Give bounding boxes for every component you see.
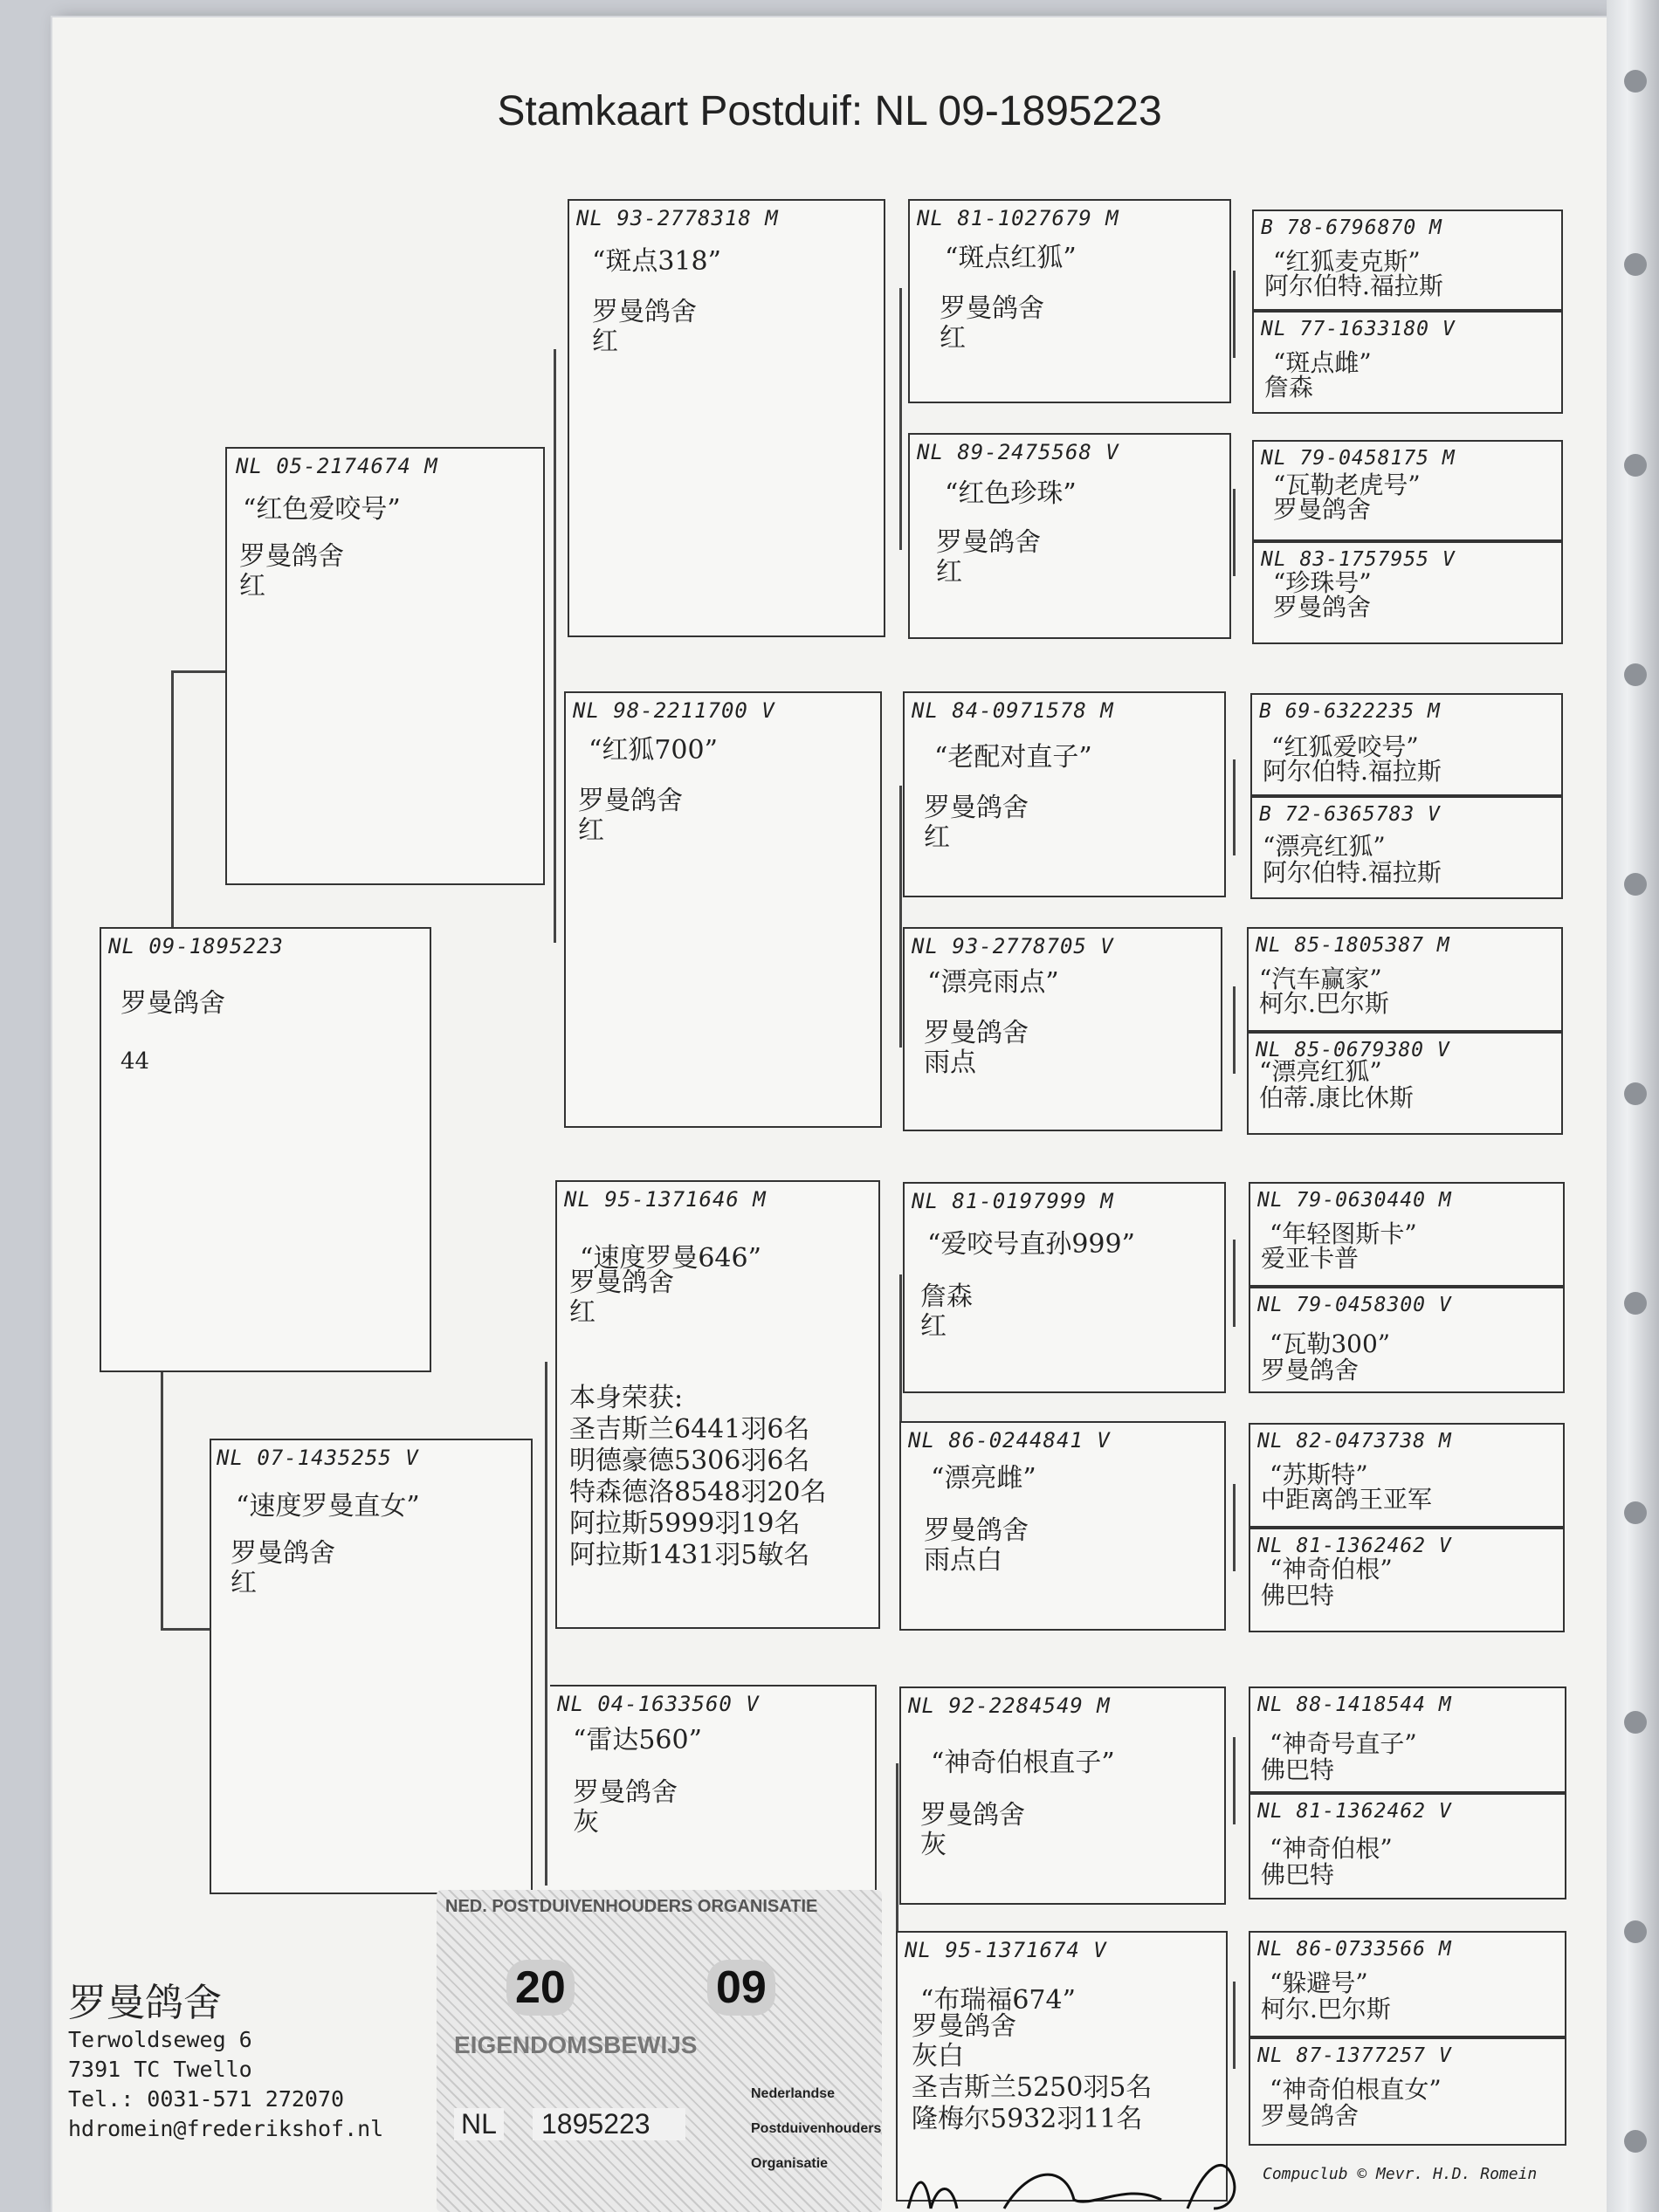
pedigree-gen4-box: [1247, 1032, 1563, 1135]
owner: 罗曼鸽舍: [120, 988, 225, 1019]
ring-number: NL 81-1362462 V: [1257, 1800, 1452, 1823]
ring-number: NL 89-2475568 V: [917, 440, 1119, 464]
ring-number: NL 81-1027679 M: [917, 206, 1119, 230]
stamp-org-line: Nederlandse: [751, 2086, 836, 2101]
page-title: Stamkaart Postduif: NL 09-1895223: [497, 88, 1162, 134]
binder-hole: [1624, 873, 1647, 896]
ring-number: NL 09-1895223: [108, 934, 284, 958]
connector-line: [1233, 1240, 1236, 1327]
stamp-year-left: 20: [506, 1960, 575, 2016]
owner: 罗曼鸽舍: [940, 293, 1044, 324]
ownership-certificate-stamp: [437, 1890, 882, 2212]
binder-hole: [1624, 1292, 1647, 1315]
color: 红: [231, 1568, 257, 1598]
owner: 罗曼鸽舍: [920, 1800, 1025, 1831]
pedigree-gen3-box: [903, 1182, 1226, 1393]
pigeon-name: “布瑞福674”: [920, 1985, 1076, 2016]
pedigree-sire-box: [225, 447, 545, 885]
color: 红: [940, 323, 966, 354]
pedigree-gen3-box: [899, 1421, 1226, 1631]
software-credit: Compuclub © Mevr. H.D. Romein: [1263, 2165, 1538, 2183]
color: 灰: [573, 1807, 599, 1838]
pigeon-name: “速度罗曼646”: [580, 1243, 761, 1274]
pedigree-gen3-box: [903, 691, 1226, 897]
ring-number: NL 88-1418544 M: [1257, 1693, 1452, 1716]
pedigree-gen3-box: [908, 433, 1231, 639]
connector-line: [171, 670, 225, 673]
owner: 詹森: [920, 1281, 973, 1312]
pedigree-gen2-box: [555, 1180, 880, 1629]
pigeon-name: “漂亮雌”: [931, 1463, 1036, 1494]
owner: 罗曼鸽舍: [924, 1018, 1029, 1048]
connector-line: [554, 349, 556, 943]
color: 红: [920, 1311, 947, 1342]
ring-number: NL 86-0244841 V: [908, 1428, 1111, 1453]
color: 红: [578, 815, 604, 846]
pedigree-subject-box: [100, 927, 431, 1372]
owner: 罗曼鸽舍: [239, 541, 344, 572]
ring-number: NL 84-0971578 M: [912, 698, 1114, 723]
pedigree-gen4-box: [1250, 796, 1563, 899]
pigeon-name: “红狐爱咬号”: [1271, 732, 1419, 761]
pigeon-name: “红狐700”: [589, 735, 718, 766]
connector-line: [1233, 986, 1236, 1074]
pedigree-gen4-box: [1249, 1931, 1566, 2037]
pedigree-gen3-box: [903, 927, 1222, 1131]
handwritten-signature: [899, 2156, 1266, 2212]
owner: 罗曼鸽舍: [1273, 593, 1372, 622]
binder-hole: [1624, 454, 1647, 477]
binder-hole: [1624, 1920, 1647, 1943]
binder-hole: [1624, 253, 1647, 276]
ring-number: B 78-6796870 M: [1261, 216, 1442, 239]
honor-result: 明德豪德5306羽6名: [569, 1446, 810, 1476]
connector-line: [899, 786, 902, 1048]
owner: 柯尔.巴尔斯: [1261, 1995, 1391, 2023]
pigeon-name: “斑点318”: [592, 246, 721, 277]
ring-number: NL 95-1371646 M: [564, 1187, 767, 1212]
pedigree-gen2-box: [564, 691, 882, 1128]
pedigree-gen3-box: [899, 1686, 1226, 1905]
pedigree-gen2-box: [550, 1685, 877, 1894]
pigeon-name: “红狐麦克斯”: [1273, 247, 1421, 276]
owner: 罗曼鸽舍: [231, 1538, 335, 1569]
pigeon-name: “汽车赢家”: [1259, 965, 1382, 993]
ring-number: NL 87-1377257 V: [1257, 2044, 1452, 2067]
pigeon-name: “苏斯特”: [1270, 1460, 1368, 1489]
binder-hole: [1624, 1501, 1647, 1524]
stamp-header: NED. POSTDUIVENHOUDERS ORGANISATIE: [445, 1897, 818, 1916]
pedigree-gen4-box: [1250, 693, 1563, 796]
owner: 中距离鸽王亚军: [1261, 1485, 1433, 1514]
honor-result: 圣吉斯兰5250羽5名: [912, 2072, 1153, 2103]
pigeon-name: “红色爱咬号”: [243, 494, 401, 525]
pigeon-name: “瓦勒300”: [1270, 1329, 1391, 1358]
owner: 佛巴特: [1261, 1581, 1335, 1610]
ring-number: NL 82-0473738 M: [1257, 1430, 1452, 1453]
binder-hole: [1624, 1711, 1647, 1734]
ring-number: NL 79-0630440 M: [1257, 1189, 1452, 1212]
owner: 罗曼鸽舍: [1261, 2101, 1360, 2130]
ring-number: NL 93-2778705 V: [912, 934, 1114, 958]
pigeon-name: “珍珠号”: [1273, 568, 1372, 597]
color: 雨点白: [924, 1545, 1002, 1576]
pigeon-name: “神奇伯根直子”: [931, 1748, 1115, 1778]
ring-number: NL 04-1633560 V: [557, 1692, 760, 1716]
address-street: Terwoldseweg 6: [68, 2027, 252, 2052]
binder-hole: [1624, 663, 1647, 686]
owner: 罗曼鸽舍: [912, 2011, 1016, 2042]
ring-number: NL 81-0197999 M: [912, 1189, 1114, 1213]
owner: 伯蒂.康比休斯: [1259, 1083, 1414, 1112]
pigeon-name: “躲避号”: [1270, 1968, 1368, 1997]
pigeon-name: “斑点红狐”: [945, 243, 1077, 273]
color: 灰: [920, 1830, 947, 1860]
ring-number: NL 93-2778318 M: [576, 206, 779, 230]
ring-number: NL 98-2211700 V: [573, 698, 775, 723]
owner: 罗曼鸽舍: [924, 793, 1029, 823]
owner: 罗曼鸽舍: [578, 786, 683, 816]
ring-number: NL 86-0733566 M: [1257, 1938, 1452, 1961]
pedigree-gen4-box: [1247, 927, 1563, 1032]
owner: 詹森: [1264, 373, 1314, 402]
ring-number: B 69-6322235 M: [1259, 700, 1441, 723]
ring-number: NL 85-1805387 M: [1256, 934, 1450, 957]
owner: 罗曼鸽舍: [569, 1267, 674, 1298]
binder-hole: [1624, 1082, 1647, 1105]
honor-result: 阿拉斯5999羽19名: [569, 1508, 801, 1539]
owner: 佛巴特: [1261, 1755, 1335, 1784]
pedigree-gen2-box: [568, 199, 885, 637]
pigeon-name: “老配对直子”: [934, 742, 1092, 773]
connector-line: [1233, 1737, 1236, 1824]
connector-line: [1233, 1484, 1236, 1571]
ring-number: NL 95-1371674 V: [905, 1938, 1107, 1962]
ring-number: NL 83-1757955 V: [1261, 548, 1456, 571]
pigeon-name: “爱咬号直孙999”: [927, 1229, 1135, 1260]
ring-number: B 72-6365783 V: [1259, 803, 1441, 826]
pedigree-gen4-box: [1252, 440, 1563, 541]
address-city: 7391 TC Twello: [68, 2057, 252, 2082]
color: 雨点: [924, 1048, 976, 1078]
pigeon-name: “神奇伯根”: [1270, 1555, 1393, 1583]
ring-number: NL 05-2174674 M: [236, 454, 438, 478]
honor-result: 隆梅尔5932羽11名: [912, 2104, 1143, 2134]
ring-number: NL 79-0458300 V: [1257, 1294, 1452, 1316]
stamp-ring-number: 1895223: [533, 2108, 685, 2140]
pedigree-gen4-box: [1249, 2037, 1566, 2146]
pigeon-name: “瓦勒老虎号”: [1273, 471, 1421, 499]
binder-sleeve-edge: [1607, 0, 1659, 2212]
pigeon-name: “红色珍珠”: [945, 478, 1077, 509]
stamp-country: NL: [454, 2108, 504, 2140]
ring-number: NL 85-0679380 V: [1256, 1039, 1450, 1061]
honor-result: 圣吉斯兰6441羽6名: [569, 1414, 810, 1445]
phone: Tel.: 0031-571 272070: [68, 2086, 345, 2112]
ring-number: NL 07-1435255 V: [217, 1446, 419, 1470]
pigeon-name: “年轻图斯卡”: [1270, 1219, 1417, 1248]
owner: 阿尔伯特.福拉斯: [1263, 757, 1442, 786]
color: 红: [239, 571, 265, 601]
pedigree-dam-box: [210, 1439, 533, 1894]
pedigree-gen4-box: [1249, 1182, 1565, 1287]
connector-line: [161, 1628, 213, 1631]
stamp-caption: EIGENDOMSBEWIJS: [454, 2031, 698, 2058]
owner: 罗曼鸽舍: [573, 1777, 678, 1808]
color: 红: [592, 326, 618, 357]
honor-result: 阿拉斯1431羽5敏名: [569, 1540, 810, 1570]
pedigree-gen4-box: [1252, 311, 1563, 414]
pigeon-number: 44: [120, 1048, 150, 1075]
connector-line: [1233, 1982, 1236, 2069]
connector-line: [899, 288, 902, 550]
color: 红: [569, 1297, 595, 1328]
ring-number: NL 92-2284549 M: [908, 1693, 1111, 1718]
owner: 阿尔伯特.福拉斯: [1264, 271, 1443, 300]
connector-line: [1233, 759, 1236, 855]
pedigree-gen4-box: [1249, 1528, 1565, 1632]
connector-line: [545, 1362, 547, 1886]
owner: 罗曼鸽舍: [592, 297, 697, 327]
pigeon-name: “漂亮红狐”: [1259, 1057, 1382, 1086]
owner: 罗曼鸽舍: [1273, 495, 1372, 524]
pedigree-gen4-box: [1252, 210, 1563, 311]
pigeon-name: “雷达560”: [573, 1725, 702, 1755]
owner: 罗曼鸽舍: [924, 1515, 1029, 1546]
connector-line: [1233, 489, 1236, 576]
pigeon-name: “漂亮雨点”: [927, 967, 1059, 998]
email: hdromein@frederikshof.nl: [68, 2116, 384, 2141]
pigeon-name: “神奇伯根直女”: [1270, 2075, 1442, 2104]
pigeon-name: “神奇号直子”: [1270, 1729, 1417, 1758]
owner: 罗曼鸽舍: [936, 527, 1041, 558]
owner: 佛巴特: [1261, 1860, 1335, 1889]
pigeon-name: “神奇伯根”: [1270, 1834, 1393, 1863]
pedigree-gen4-box: [1252, 541, 1563, 644]
connector-line: [161, 1369, 163, 1631]
pigeon-name: “斑点雌”: [1273, 348, 1372, 377]
pedigree-gen4-box: [1249, 1423, 1565, 1528]
owner: 柯尔.巴尔斯: [1259, 989, 1389, 1018]
color: 红: [924, 822, 950, 853]
stamp-org-line: Postduivenhouders: [751, 2121, 882, 2136]
pedigree-gen4-box: [1249, 1793, 1566, 1899]
ring-number: NL 79-0458175 M: [1261, 447, 1456, 470]
binder-hole: [1624, 2130, 1647, 2153]
ring-number: NL 77-1633180 V: [1261, 318, 1456, 340]
stamp-year-right: 09: [707, 1960, 775, 2016]
connector-line: [171, 670, 174, 929]
pedigree-gen4-box: [1249, 1287, 1565, 1393]
pigeon-name: “速度罗曼直女”: [236, 1491, 420, 1522]
owner: 爱亚卡普: [1261, 1244, 1360, 1273]
color: 红: [936, 557, 962, 587]
pedigree-gen4-box: [1249, 1686, 1566, 1793]
loft-name: 罗曼鸽舍: [68, 1981, 222, 2025]
ring-number: NL 81-1362462 V: [1257, 1535, 1452, 1557]
honor-result: 特森德洛8548羽20名: [569, 1477, 827, 1508]
connector-line: [1233, 271, 1236, 358]
pigeon-name: “漂亮红狐”: [1263, 832, 1386, 861]
color: 灰白: [912, 2041, 964, 2071]
pedigree-gen3-box: [908, 199, 1231, 403]
honors-title: 本身荣获:: [569, 1383, 684, 1413]
owner: 阿尔伯特.福拉斯: [1263, 858, 1442, 887]
stamp-org-line: Organisatie: [751, 2156, 829, 2171]
owner: 罗曼鸽舍: [1261, 1356, 1360, 1384]
